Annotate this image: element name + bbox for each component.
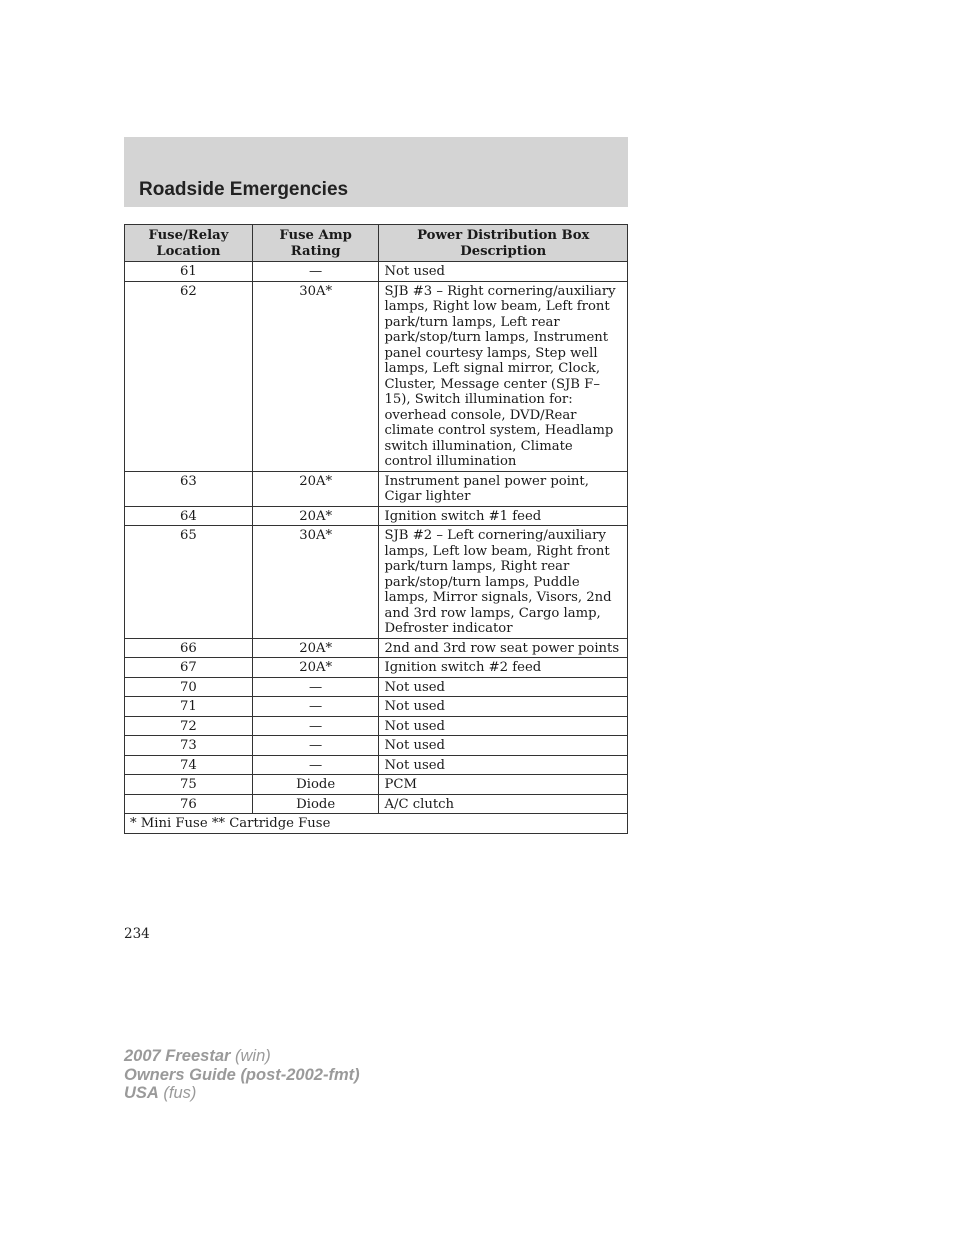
cell-location: 74 (125, 755, 253, 775)
table-row (125, 775, 628, 795)
table-row (125, 638, 628, 658)
cell-description: SJB #2 – Left cornering/auxiliary lamps, Left low beam, Right front park/turn lamps, Right rear park/stop/turn lamps, Puddle lamps, Mirror signals, Visors, 2nd and 3rd row lamps, Cargo lamp, Defroster indicator (379, 526, 628, 639)
cell-amp-rating: — (252, 262, 379, 282)
section-header-band (124, 137, 628, 207)
cell-description: Not used (379, 697, 628, 717)
footer-line-1 (124, 1047, 360, 1066)
cell-amp-rating: — (252, 697, 379, 717)
cell-location: 73 (125, 736, 253, 756)
table-row (125, 658, 628, 678)
table-row (125, 697, 628, 717)
cell-location: 76 (125, 794, 253, 814)
cell-location: 72 (125, 716, 253, 736)
cell-location: 65 (125, 526, 253, 639)
footer-line-3 (124, 1084, 360, 1103)
cell-location: 64 (125, 506, 253, 526)
cell-location: 70 (125, 677, 253, 697)
table-row (125, 716, 628, 736)
cell-location: 67 (125, 658, 253, 678)
table-row (125, 262, 628, 282)
document-footer (124, 1047, 360, 1103)
cell-description: Instrument panel power point, Cigar lighter (379, 471, 628, 506)
cell-amp-rating: Diode (252, 775, 379, 795)
cell-location: 61 (125, 262, 253, 282)
cell-amp-rating: — (252, 716, 379, 736)
footer-model: 2007 Freestar (124, 1047, 231, 1065)
cell-description: 2nd and 3rd row seat power points (379, 638, 628, 658)
table-row (125, 794, 628, 814)
cell-amp-rating: 30A* (252, 526, 379, 639)
table-footnote-row (125, 814, 628, 834)
cell-location: 66 (125, 638, 253, 658)
table-row (125, 506, 628, 526)
table-header-row (125, 225, 628, 262)
footer-market: USA (124, 1084, 159, 1102)
cell-description: Not used (379, 677, 628, 697)
footer-guide: Owners Guide (post-2002-fmt) (124, 1065, 360, 1084)
table-row (125, 281, 628, 471)
cell-location: 71 (125, 697, 253, 717)
section-title: Roadside Emergencies (139, 179, 349, 200)
cell-amp-rating: 20A* (252, 506, 379, 526)
table-row (125, 526, 628, 639)
footer-model-code: (win) (230, 1047, 271, 1065)
cell-location: 63 (125, 471, 253, 506)
cell-amp-rating: — (252, 736, 379, 756)
cell-description: Not used (379, 755, 628, 775)
table-row (125, 736, 628, 756)
table-row (125, 677, 628, 697)
table-footnote: * Mini Fuse ** Cartridge Fuse (125, 814, 628, 834)
cell-description: Ignition switch #2 feed (379, 658, 628, 678)
column-header-amp-rating: Fuse Amp Rating (252, 225, 379, 262)
table-row (125, 755, 628, 775)
cell-description: Ignition switch #1 feed (379, 506, 628, 526)
cell-amp-rating: 20A* (252, 658, 379, 678)
cell-description: A/C clutch (379, 794, 628, 814)
cell-description: PCM (379, 775, 628, 795)
cell-description: Not used (379, 262, 628, 282)
footer-market-code: (fus) (158, 1084, 197, 1102)
cell-amp-rating: 30A* (252, 281, 379, 471)
footer-line-2 (124, 1066, 360, 1085)
table-row (125, 471, 628, 506)
cell-amp-rating: Diode (252, 794, 379, 814)
cell-amp-rating: — (252, 755, 379, 775)
cell-amp-rating: — (252, 677, 379, 697)
cell-description: Not used (379, 736, 628, 756)
page-number: 234 (124, 926, 150, 942)
fuse-table (124, 224, 628, 834)
column-header-location: Fuse/Relay Location (125, 225, 253, 262)
cell-amp-rating: 20A* (252, 638, 379, 658)
column-header-description: Power Distribution Box Description (379, 225, 628, 262)
cell-location: 62 (125, 281, 253, 471)
cell-location: 75 (125, 775, 253, 795)
cell-amp-rating: 20A* (252, 471, 379, 506)
cell-description: Not used (379, 716, 628, 736)
cell-description: SJB #3 – Right cornering/auxiliary lamps, Right low beam, Left front park/turn lamps, Left rear park/stop/turn lamps, Instrument panel courtesy lamps, Step well lamps, Left signal mirror, Clock, Cluster, Message center (SJB F–15), Switch illumination for: overhead console, DVD/Rear climate control system, Headlamp switch illumination, Climate control illumination (379, 281, 628, 471)
